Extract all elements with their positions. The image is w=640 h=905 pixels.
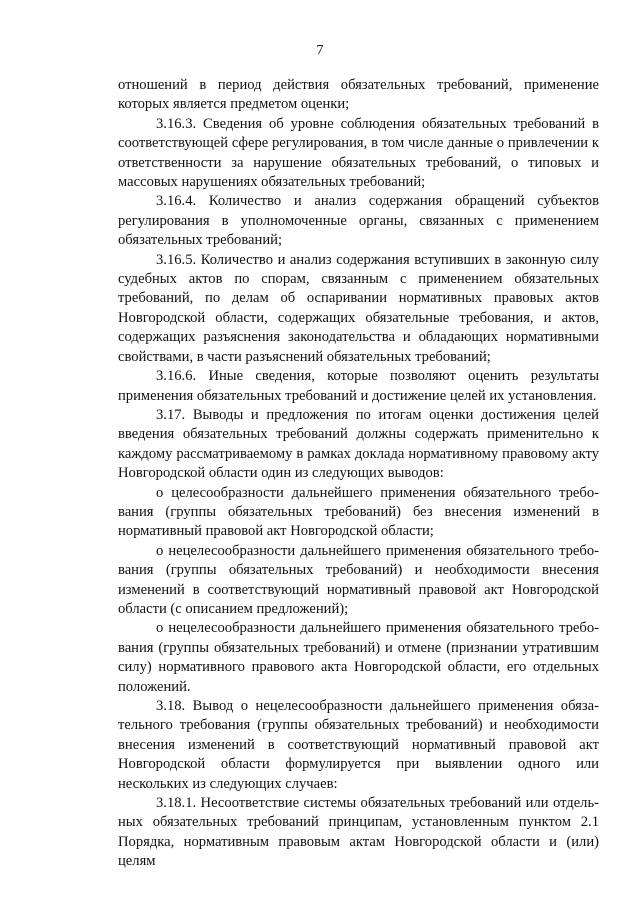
page-number: 7 xyxy=(316,43,324,58)
paragraph-3-16-4: 3.16.4. Количество и анализ содержания обращений субъектов регулирования в уполномоченные органы, связанных с применением обязательных требований; xyxy=(118,193,599,249)
paragraph-3-16-3: 3.16.3. Сведения об уровне соблюдения обязательных требований в соответствующей сфере регулирования, в том числе данные о привлечении к ответственности за нарушение обязательных требований, о типовых и массовых нарушениях обязательных требований; xyxy=(118,115,599,191)
conclusion-option-no-changes: о целесообразности дальнейшего применения обязательного требования (группы обязательных требований) без внесения изменений в нормативный правовой акт Новгородской области; xyxy=(118,484,599,540)
paragraph-3-18: 3.18. Вывод о нецелесообразности дальнейшего применения обязательного требования (группы обязательных требований) и необходимости внесения изменений в соответствующий нормативный правовой акт Новгородской области формулируется при выявлении одного или нескольких из следующих случаев: xyxy=(118,698,599,792)
conclusion-option-repeal: о нецелесообразности дальнейшего применения обязательного требования (группы обязательных требований) и отмене (признании утратившим силу) нормативного правового акта Новгородской области, его отдельных положений. xyxy=(118,620,599,695)
paragraph-3-18-1: 3.18.1. Несоответствие системы обязательных требований или отдельных обязательных требований принципам, установленным пунктом 2.1 Порядка, нормативным правовым актам Новгородской области и (или) целям xyxy=(118,795,599,870)
paragraph-3-16-5: 3.16.5. Количество и анализ содержания вступивших в законную силу судебных актов по спорам, связанным с применением обязательных требований, по делам об оспаривании нормативных правовых актов Новгородской области, содержащих обязательные требования, и актов, содержащих разъяснения законодательства и обладающих нормативными свойствами, в части разъяснений обязательных требований; xyxy=(118,251,599,365)
document-body xyxy=(118,76,599,872)
paragraph-3-16-6: 3.16.6. Иные сведения, которые позволяют оценить результаты применения обязательных требований и достижение целей их установления. xyxy=(118,368,599,404)
paragraph-continuation: отношений в период действия обязательных требований, применение которых является предметом оценки; xyxy=(118,77,599,113)
conclusion-option-amend: о нецелесообразности дальнейшего применения обязательного требования (группы обязательных требований) и необходимости внесения изменений в соответствующий нормативный правовой акт Новгородской области (с описанием предложений); xyxy=(118,542,599,617)
paragraph-3-17: 3.17. Выводы и предложения по итогам оценки достижения целей введения обязательных требований должны содержать применительно к каждому рассматриваемому в рамках доклада нормативному правовому акту Новгородской области один из следующих выводов: xyxy=(118,406,599,482)
